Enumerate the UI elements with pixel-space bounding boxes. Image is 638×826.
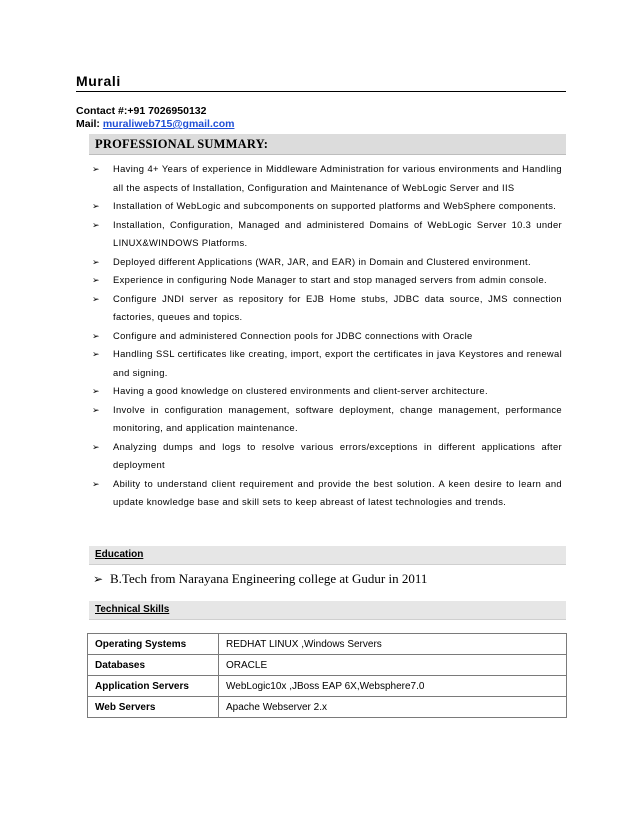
professional-summary-title: PROFESSIONAL SUMMARY: (95, 137, 269, 151)
list-item: ➢ Configure and administered Connection pools for JDBC connections with Oracle (92, 327, 562, 346)
skill-value: Apache Webserver 2.x (219, 697, 567, 718)
list-item: ➢ Analyzing dumps and logs to resolve various errors/exceptions in different applications after deployment (92, 438, 562, 475)
list-item: ➢ Installation of WebLogic and subcomponents on supported platforms and WebSphere components. (92, 197, 562, 216)
arrow-bullet-icon: ➢ (92, 404, 100, 415)
technical-skills-table (87, 633, 567, 718)
list-item: ➢ Configure JNDI server as repository for EJB Home stubs, JDBC data source, JMS connection factories, queues and topics. (92, 290, 562, 327)
summary-list (92, 160, 562, 512)
skill-category: Application Servers (88, 676, 219, 697)
technical-skills-title: Technical Skills (95, 604, 170, 615)
name-divider (76, 91, 566, 92)
technical-skills-header (89, 601, 566, 620)
arrow-bullet-icon: ➢ (92, 256, 100, 267)
arrow-bullet-icon: ➢ (92, 478, 100, 489)
list-item: ➢ Deployed different Applications (WAR, JAR, and EAR) in Domain and Clustered environment. (92, 253, 562, 272)
arrow-bullet-icon: ➢ (92, 330, 100, 341)
contact-line (76, 104, 206, 118)
skill-category: Databases (88, 655, 219, 676)
arrow-bullet-icon: ➢ (92, 164, 100, 174)
skill-value: ORACLE (219, 655, 567, 676)
education-item (93, 571, 427, 587)
professional-summary-header (89, 134, 566, 155)
list-item: ➢ Experience in configuring Node Manager to start and stop managed servers from admin console. (92, 271, 562, 290)
contact-phone: +91 7026950132 (127, 105, 207, 117)
arrow-bullet-icon: ➢ (92, 386, 100, 396)
contact-label: Contact #: (76, 105, 128, 117)
mail-line (76, 117, 234, 131)
arrow-bullet-icon: ➢ (92, 293, 100, 304)
arrow-bullet-icon: ➢ (93, 572, 104, 586)
education-header (89, 546, 566, 565)
list-item: ➢ Handling SSL certificates like creating, import, export the certificates in java Keystores and renewal and signing. (92, 345, 562, 382)
arrow-bullet-icon: ➢ (92, 275, 100, 285)
list-item: ➢ Having a good knowledge on clustered environments and client-server architecture. (92, 382, 562, 401)
arrow-bullet-icon: ➢ (92, 441, 100, 452)
skill-value: WebLogic10x ,JBoss EAP 6X,Websphere7.0 (219, 676, 567, 697)
email-link[interactable]: muraliweb715@gmail.com (102, 118, 235, 130)
table-row (88, 655, 567, 676)
table-row (88, 634, 567, 655)
mail-label: Mail: (76, 118, 100, 130)
skill-category: Web Servers (88, 697, 219, 718)
table-row (88, 676, 567, 697)
list-item: ➢ Having 4+ Years of experience in Middleware Administration for various environments and Handling all the aspects of Installation, Configuration and Maintenance of WebLogic Server and IIS (92, 160, 562, 197)
arrow-bullet-icon: ➢ (92, 201, 100, 211)
candidate-name: Murali (76, 73, 121, 89)
skill-value: REDHAT LINUX ,Windows Servers (219, 634, 567, 655)
education-text: B.Tech from Narayana Engineering college at Gudur in 2011 (110, 571, 428, 586)
list-item: ➢ Installation, Configuration, Managed and administered Domains of WebLogic Server 10.3 under LINUX&WINDOWS Platforms. (92, 216, 562, 253)
list-item: ➢ Ability to understand client requirement and provide the best solution. A keen desire to learn and update knowledge base and skill sets to keep abreast of latest technologies and trends. (92, 475, 562, 512)
list-item: ➢ Involve in configuration management, software deployment, change management, performance monitoring, and application maintenance. (92, 401, 562, 438)
education-title: Education (95, 549, 144, 560)
arrow-bullet-icon: ➢ (92, 219, 100, 230)
skill-category: Operating Systems (88, 634, 219, 655)
table-row (88, 697, 567, 718)
arrow-bullet-icon: ➢ (92, 349, 100, 359)
